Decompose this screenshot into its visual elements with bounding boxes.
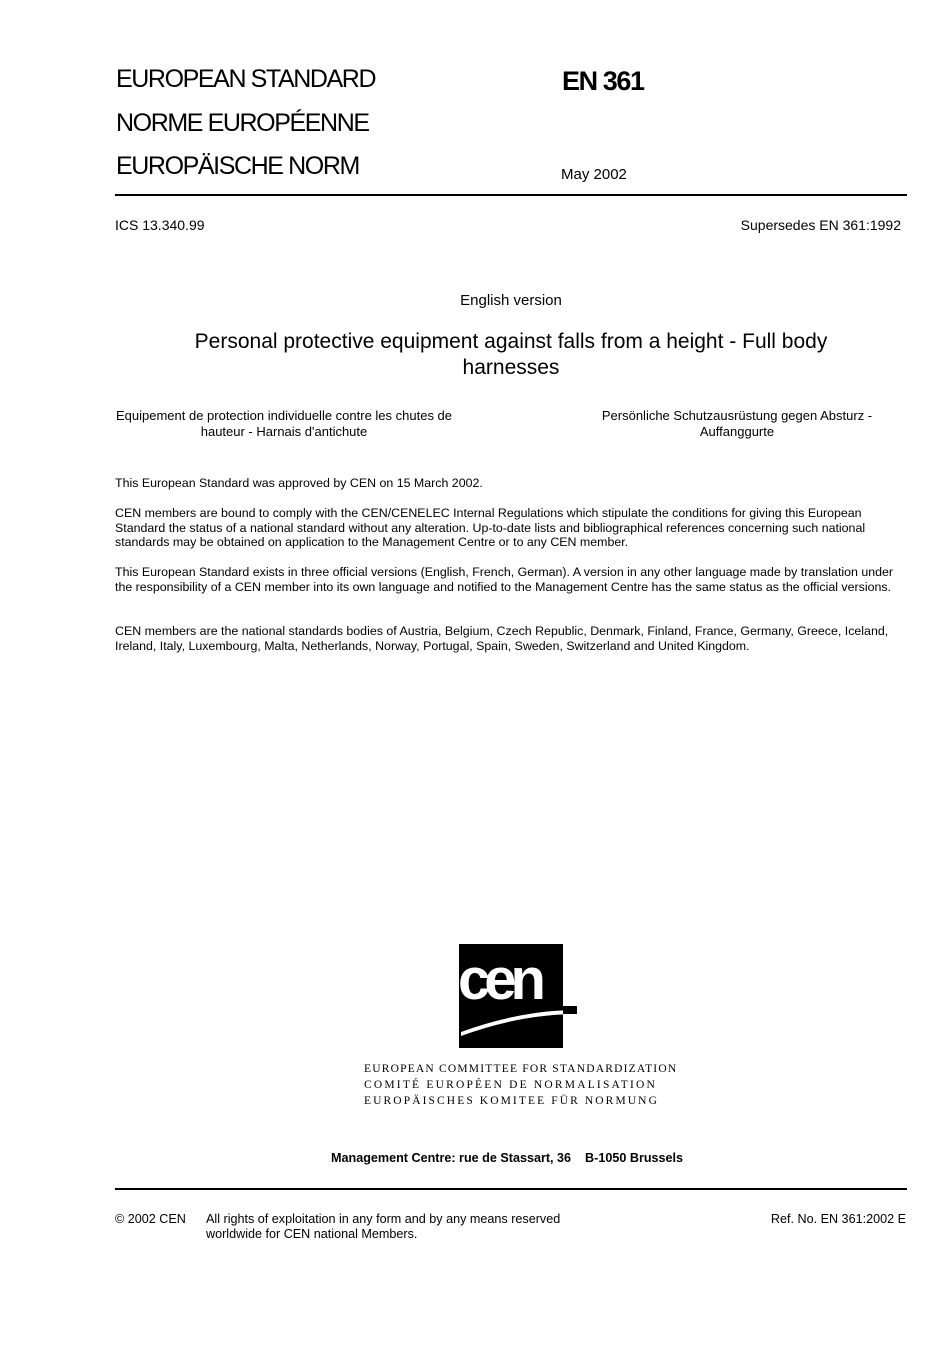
reference-number: Ref. No. EN 361:2002 E [770, 1212, 906, 1226]
compliance-paragraph: CEN members are bound to comply with the CEN/CENELEC Internal Regulations which stipulate the conditions for giving this European Standard the status of a national standard without any alteration. Up-to-date lists and bibliographical references concerning such national standards may be obtained on application to the Management Centre or to any CEN member. [115, 506, 866, 550]
supersedes-note: Supersedes EN 361:1992 [740, 217, 901, 233]
committee-german: EUROPÄISCHES KOMITEE FÜR NORMUNG [364, 1095, 659, 1107]
management-centre-address: Management Centre: rue de Stassart, 36 B-1050 Brussels [331, 1151, 684, 1165]
cen-logo-text: cen [458, 947, 540, 1012]
version-label: English version [460, 292, 562, 309]
cen-logo-icon [459, 944, 563, 1048]
members-paragraph: CEN members are the national standards bodies of Austria, Belgium, Czech Republic, Denmark, Finland, France, Germany, Greece, Iceland, Ireland, Italy, Luxembourg, Malta, Netherlands, Norway, Portugal, Spain, Sweden, Switzerland and United Kingdom. [115, 624, 889, 653]
header-divider [115, 194, 907, 196]
ics-code: ICS 13.340.99 [115, 217, 205, 233]
committee-english: EUROPEAN COMMITTEE FOR STANDARDIZATION [364, 1063, 678, 1075]
publication-date: May 2002 [561, 166, 627, 183]
committee-french: COMITÉ EUROPÉEN DE NORMALISATION [364, 1079, 658, 1091]
title-french: NORME EUROPÉENNE [116, 109, 369, 137]
standard-number: EN 361 [562, 66, 644, 96]
footer-divider [115, 1188, 907, 1190]
rights-notice: All rights of exploitation in any form and by any means reserved worldwide for CEN national Members. [206, 1212, 561, 1241]
title-german: EUROPÄISCHE NORM [116, 152, 359, 180]
copyright: © 2002 CEN [115, 1212, 186, 1226]
document-title: Personal protective equipment against falls from a height - Full body harnesses [194, 330, 828, 379]
title-french-translation: Equipement de protection individuelle contre les chutes de hauteur - Harnais d'antichute [115, 408, 453, 439]
title-english: EUROPEAN STANDARD [116, 65, 376, 93]
title-german-translation: Persönliche Schutzausrüstung gegen Absturz - Auffanggurte [601, 408, 873, 439]
approval-paragraph: This European Standard was approved by CEN on 15 March 2002. [115, 476, 483, 490]
versions-paragraph: This European Standard exists in three official versions (English, French, German). A version in any other language made by translation under the responsibility of a CEN member into its own language and notified to the Management Centre has the same status as the official versions. [115, 565, 894, 594]
